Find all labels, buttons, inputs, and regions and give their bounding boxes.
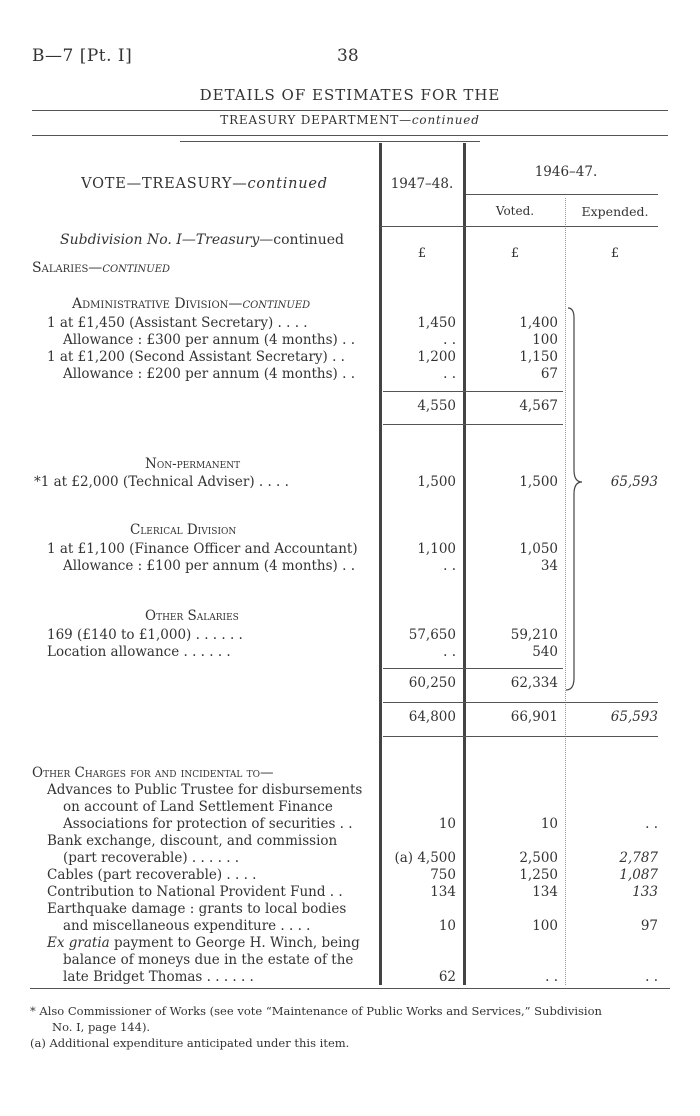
table-row-text: on account of Land Settlement Finance — [63, 799, 333, 815]
table-bottom-rule — [30, 988, 670, 989]
value-voted: 1,150 — [519, 349, 558, 365]
value-1947-48: 1,500 — [417, 474, 456, 490]
table-row-text: Earthquake damage : grants to local bodies — [47, 901, 347, 917]
table-row — [0, 627, 700, 644]
table-top-rule — [32, 135, 668, 136]
value-1947-48: 750 — [430, 867, 456, 883]
currency-voted: £ — [510, 246, 520, 261]
row-description: 1 at £1,100 (Finance Officer and Accountant) — [47, 541, 358, 557]
table-row — [0, 816, 700, 833]
value-1947-48: 1,200 — [417, 349, 456, 365]
department-title: TREASURY DEPARTMENT—continued — [220, 113, 480, 127]
subtotal-row — [0, 675, 700, 692]
value-1947-48: 62 — [438, 969, 456, 985]
value-1947-48: 134 — [430, 884, 456, 900]
value-1947-48: 10 — [438, 918, 456, 934]
value-voted: 1,400 — [519, 315, 558, 331]
col-voted-header: Voted. — [495, 204, 535, 218]
salaries-heading: Salaries—continued — [32, 260, 171, 276]
table-top-rule-inner — [180, 141, 480, 142]
value-voted: 1,500 — [519, 474, 558, 490]
value-voted: 59,210 — [510, 627, 558, 643]
subtotal-1947-48: 4,550 — [417, 398, 456, 414]
table-row — [0, 969, 700, 986]
value-expended: . . — [645, 969, 658, 985]
row-description: (part recoverable) . . . . . . — [63, 850, 240, 866]
row-description: Allowance : £200 per annum (4 months) . . — [63, 366, 355, 382]
col-expended-header: Expended. — [581, 204, 649, 219]
value-voted: 1,050 — [519, 541, 558, 557]
value-voted: 10 — [540, 816, 558, 832]
table-row — [0, 558, 700, 575]
value-expended: 1,087 — [619, 867, 658, 883]
footnote-star: * Also Commissioner of Works (see vote “Maintenance of Public Works and Services,” Subdivision — [30, 1004, 602, 1018]
value-voted: 134 — [532, 884, 558, 900]
value-1947-48: . . — [443, 558, 456, 574]
table-row-text: balance of moneys due in the estate of the — [63, 952, 354, 968]
total-rule — [383, 702, 658, 703]
other-salaries-heading: Other Salaries — [145, 608, 239, 624]
subtotal-voted: 4,567 — [519, 398, 558, 414]
table-row — [0, 349, 700, 366]
value-expended: 133 — [632, 884, 658, 900]
total-voted: 66,901 — [510, 709, 558, 725]
subtotal-row — [0, 398, 700, 415]
value-1947-48: 1,450 — [417, 315, 456, 331]
value-1947-48: (a) 4,500 — [394, 850, 456, 866]
table-row — [0, 918, 700, 935]
total-row — [0, 709, 700, 726]
table-row-text: Bank exchange, discount, and commission — [47, 833, 338, 849]
document-reference: B—7 [Pt. I] — [32, 46, 133, 66]
value-expended: 2,787 — [619, 850, 658, 866]
table-row — [0, 884, 700, 901]
value-1947-48: . . — [443, 332, 456, 348]
nonpermanent-heading: Non-permanent — [145, 456, 241, 472]
admin-division-heading: Administrative Division—continued — [72, 296, 311, 312]
currency-expended: £ — [610, 246, 620, 261]
value-expended: 65,593 — [610, 474, 658, 490]
table-row — [0, 541, 700, 558]
page-number: 38 — [337, 46, 359, 66]
total-rule — [383, 736, 658, 737]
row-description: Allowance : £100 per annum (4 months) . . — [63, 558, 355, 574]
value-1947-48: 1,100 — [417, 541, 456, 557]
clerical-heading: Clerical Division — [130, 522, 237, 538]
total-expended: 65,593 — [610, 709, 658, 725]
value-1947-48: 57,650 — [408, 627, 456, 643]
row-description: Cables (part recoverable) . . . . — [47, 867, 257, 883]
subtotal-rule — [383, 391, 563, 392]
header-bottom-rule — [380, 226, 658, 227]
value-voted: 100 — [532, 332, 558, 348]
value-voted: 540 — [532, 644, 558, 660]
row-description: Location allowance . . . . . . — [47, 644, 231, 660]
value-voted: . . — [545, 969, 558, 985]
table-row — [0, 474, 700, 491]
row-description: late Bridget Thomas . . . . . . — [63, 969, 254, 985]
row-description: and miscellaneous expenditure . . . . — [63, 918, 311, 934]
other-charges-heading: Other Charges for and incidental to— — [32, 765, 274, 781]
table-row-text: Advances to Public Trustee for disbursements — [47, 782, 363, 798]
subtotal-rule — [383, 424, 563, 425]
currency-1947-48: £ — [417, 246, 427, 261]
row-description: 169 (£140 to £1,000) . . . . . . — [47, 627, 243, 643]
row-description: 1 at £1,450 (Assistant Secretary) . . . . — [47, 315, 308, 331]
table-row — [0, 332, 700, 349]
value-voted: 1,250 — [519, 867, 558, 883]
row-description: 1 at £1,200 (Second Assistant Secretary) . . — [47, 349, 345, 365]
value-1947-48: 10 — [438, 816, 456, 832]
value-expended: . . — [645, 816, 658, 832]
value-voted: 100 — [532, 918, 558, 934]
subtotal-rule — [383, 668, 563, 669]
row-description: Associations for protection of securities . . — [63, 816, 353, 832]
subdivision-heading: Subdivision No. I—Treasury—continued — [60, 232, 344, 248]
row-description: Allowance : £300 per annum (4 months) . . — [63, 332, 355, 348]
footnote-star-cont: No. I, page 144). — [52, 1020, 151, 1034]
table-row — [0, 644, 700, 661]
value-1947-48: . . — [443, 366, 456, 382]
value-expended: 97 — [640, 918, 658, 934]
col-1946-47-header: 1946–47. — [534, 164, 598, 180]
page-title: DETAILS OF ESTIMATES FOR THE — [199, 86, 501, 104]
table-row — [0, 315, 700, 332]
row-description: *1 at £2,000 (Technical Adviser) . . . . — [34, 474, 289, 490]
table-row — [0, 366, 700, 383]
vote-title: VOTE—TREASURY—continued — [81, 176, 328, 192]
value-voted: 67 — [540, 366, 558, 382]
col-1947-48-header: 1947–48. — [390, 176, 454, 192]
row-description: Contribution to National Provident Fund . . — [47, 884, 343, 900]
table-row — [0, 867, 700, 884]
total-1947-48: 64,800 — [408, 709, 456, 725]
table-row-text: Ex gratia payment to George H. Winch, being — [47, 935, 360, 951]
title-rule — [32, 110, 668, 111]
value-1947-48: . . — [443, 644, 456, 660]
table-row — [0, 850, 700, 867]
subtotal-1947-48: 60,250 — [408, 675, 456, 691]
header-split-rule — [466, 194, 658, 195]
subtotal-voted: 62,334 — [510, 675, 558, 691]
footnote-a: (a) Additional expenditure anticipated under this item. — [30, 1036, 350, 1050]
value-voted: 2,500 — [519, 850, 558, 866]
value-voted: 34 — [540, 558, 558, 574]
